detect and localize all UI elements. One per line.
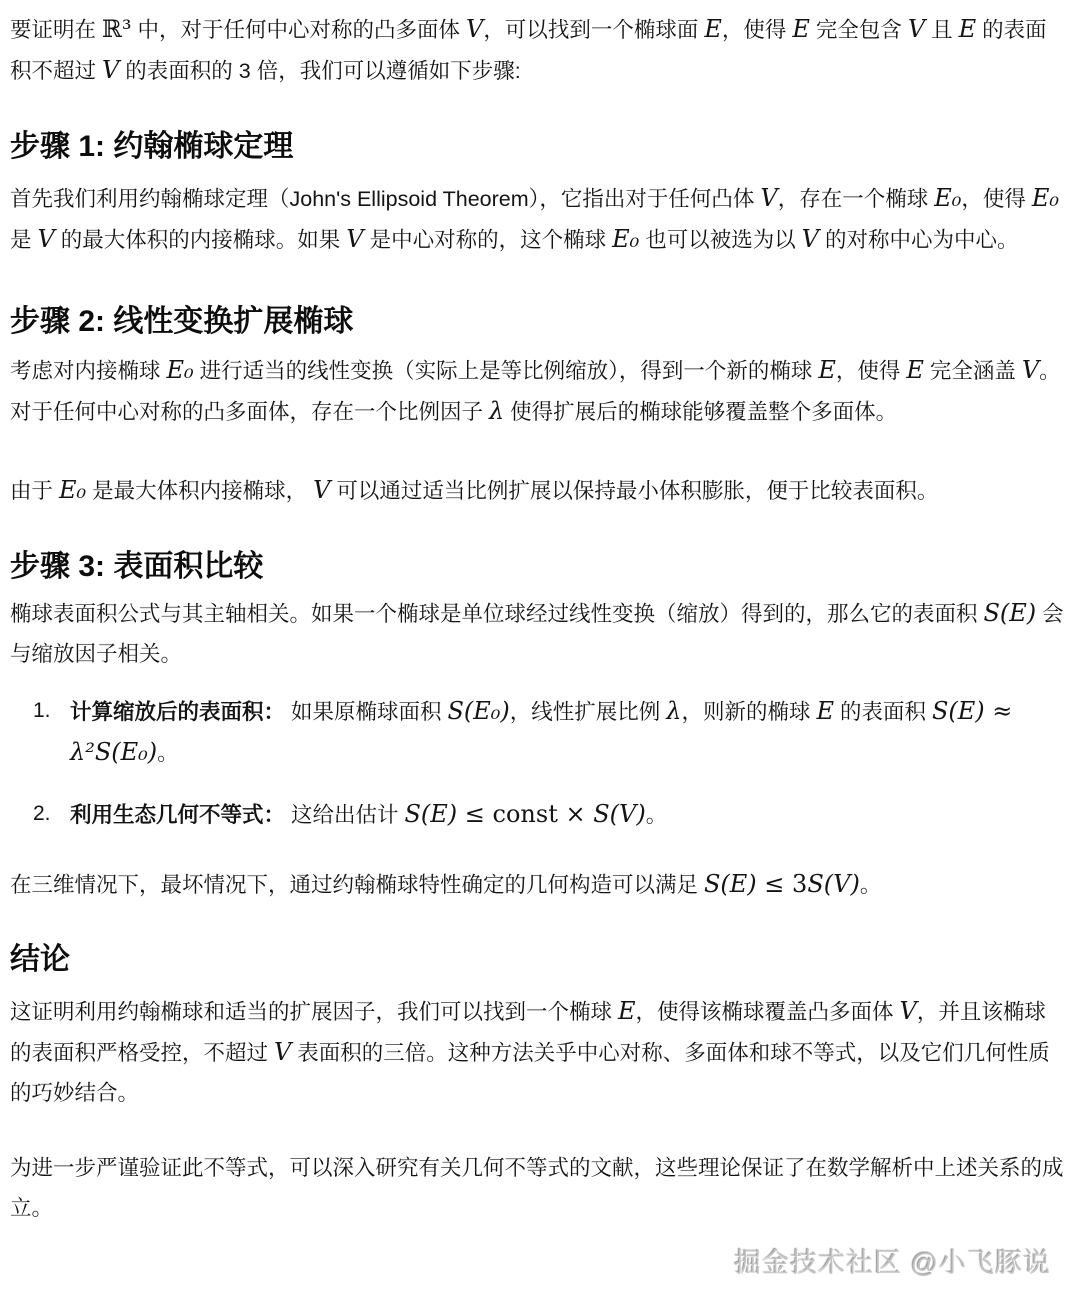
math-expression: λ²S(E₀) [70, 738, 158, 766]
text-run: 会与缩放因子相关。 [10, 602, 1064, 666]
math-expression: V [273, 1038, 292, 1066]
text-run: ，并且该椭球的表面积严格受控，不超过 [10, 1000, 1046, 1065]
math-expression: V [37, 225, 55, 253]
math-expression: E [906, 356, 924, 384]
text-run: 使得扩展后的椭球能够覆盖整个多面体。 [504, 400, 898, 424]
math-expression: E₀ [166, 356, 194, 384]
step3-heading: 步骤 3: 表面积比较 [10, 550, 264, 583]
math-expression: E [617, 997, 636, 1025]
math-expression: E [816, 697, 834, 725]
math-expression: S(E₀) [447, 697, 510, 725]
step2-heading: 步骤 2: 线性变换扩展椭球 [10, 305, 354, 338]
list-item-2-text [70, 800, 668, 828]
conclusion-heading: 结论 [10, 943, 70, 976]
math-expression: S(E) [931, 697, 985, 725]
math-expression: V [101, 56, 120, 84]
step3-ordered-list [10, 691, 1067, 835]
text-run: ，使得 [961, 187, 1032, 211]
text-run: ，使得 [835, 359, 907, 383]
math-expression: S(E) [983, 599, 1037, 627]
text-run: 是中心对称的，这个椭球 [363, 228, 613, 252]
math-expression: E [958, 15, 977, 43]
math-expression: V [907, 15, 926, 43]
text-run: 如果原椭球面积 [285, 700, 448, 724]
conclusion-paragraph-1 [10, 991, 1067, 1113]
text-run: ，则新的椭球 [681, 700, 817, 724]
text-run: 这给出估计 [285, 803, 405, 827]
step3-paragraph-2 [10, 864, 1067, 905]
text-run: 的对称中心为中心。 [819, 228, 1019, 252]
text-run: 表面积的三倍。这种方法关乎中心对称、多面体和球不等式，以及它们几何性质的巧妙结合。 [10, 1041, 1050, 1105]
text-run: 进行适当的线性变换（实际上是等比例缩放），得到一个新的椭球 [193, 359, 819, 383]
text-run: 由于 [10, 479, 59, 503]
math-expression: S(V) [593, 800, 646, 828]
text-run: 完全涵盖 [923, 359, 1022, 383]
text-run: 的表面积不超过 [10, 18, 1047, 83]
math-expression: E₀ [612, 225, 640, 253]
math-expression: ≤ const × [457, 800, 594, 828]
math-expression: ≤ 3 [756, 870, 808, 898]
math-expression: V [801, 225, 820, 253]
math-expression: S(V) [807, 870, 860, 898]
math-expression: V [1021, 356, 1040, 384]
math-expression: S(E) [703, 870, 757, 898]
math-expression: V [313, 476, 331, 504]
math-expression: E₀ [58, 476, 87, 504]
text-run: 的最大体积的内接椭球。如果 [54, 228, 347, 252]
math-expression: E₀ [934, 184, 962, 212]
math-expression: λ [666, 697, 682, 725]
math-expression: E [818, 356, 836, 384]
math-expression: ≈ [984, 697, 1013, 725]
text-run: ，使得 [721, 18, 793, 42]
step3-paragraph-1 [10, 593, 1067, 674]
bold-text-run: 利用生态几何不等式： [70, 803, 286, 827]
text-run: 这证明利用约翰椭球和适当的扩展因子，我们可以找到一个椭球 [10, 1000, 618, 1024]
conclusion-paragraph-2 [10, 1148, 1067, 1228]
text-run: 在三维情况下，最坏情况下，通过约翰椭球特性确定的几何构造可以满足 [10, 873, 704, 897]
list-item-2 [33, 794, 1067, 835]
list-item-1-text [70, 697, 1013, 766]
step2-paragraph-2 [10, 470, 1067, 511]
text-run: ，存在一个椭球 [777, 187, 935, 211]
text-run: 为进一步严谨验证此不等式，可以深入研究有关几何不等式的文献，这些理论保证了在数学解析中上述关系的成立。 [10, 1156, 1064, 1220]
text-run: 可以通过适当比例扩展以保持最小体积膨胀，便于比较表面积。 [330, 479, 939, 503]
text-run: 首先我们利用约翰椭球定理（John's Ellipsoid Theorem），它指出对于任何凸体 [10, 187, 761, 211]
step1-heading: 步骤 1: 约翰椭球定理 [10, 130, 294, 163]
math-expression: E [792, 15, 810, 43]
text-run: 考虑对内接椭球 [10, 359, 167, 383]
intro-paragraph [10, 9, 1067, 91]
text-run: 要证明在 [10, 18, 102, 42]
math-expression: ℝ³ [101, 15, 132, 43]
math-expression: E₀ [1031, 184, 1059, 212]
text-run: 。 [645, 803, 668, 827]
text-run: 椭球表面积公式与其主轴相关。如果一个椭球是单位球经过线性变换（缩放）得到的，那么它的表面积 [10, 602, 984, 626]
text-run: 是 [10, 228, 38, 252]
text-run: 也可以被选为以 [639, 228, 802, 252]
text-run: 中，对于任何中心对称的凸多面体 [131, 18, 467, 42]
text-run: ，线性扩展比例 [509, 700, 667, 724]
math-expression: E [704, 15, 722, 43]
text-run: 完全包含 [809, 18, 908, 42]
math-expression: S(E) [404, 800, 458, 828]
text-run: ，可以找到一个椭球面 [483, 18, 705, 42]
text-run: 。 [859, 873, 882, 897]
list-item-1-number: 1. [33, 699, 51, 722]
math-expression: V [899, 997, 917, 1025]
text-run: 。对于任何中心对称的凸多面体，存在一个比例因子 [10, 359, 1061, 424]
list-item-2-number: 2. [33, 802, 51, 825]
list-item-1 [33, 691, 1067, 773]
step2-paragraph-1 [10, 350, 1067, 432]
text-run: 是最大体积内接椭球， [86, 479, 314, 503]
math-expression: λ [488, 397, 505, 425]
watermark: 掘金技术社区 @小飞豚说 [734, 1248, 1051, 1278]
step1-paragraph [10, 178, 1067, 260]
math-expression: V [346, 225, 364, 253]
text-run: 。 [157, 741, 179, 765]
bold-text-run: 计算缩放后的表面积： [70, 700, 286, 724]
math-expression: V [466, 15, 484, 43]
text-run: 且 [925, 18, 959, 42]
text-run: 的表面积的 3 倍，我们可以遵循如下步骤: [119, 59, 521, 83]
text-run: 的表面积 [834, 700, 932, 724]
text-run: ，使得该椭球覆盖凸多面体 [635, 1000, 900, 1024]
math-expression: V [760, 184, 778, 212]
